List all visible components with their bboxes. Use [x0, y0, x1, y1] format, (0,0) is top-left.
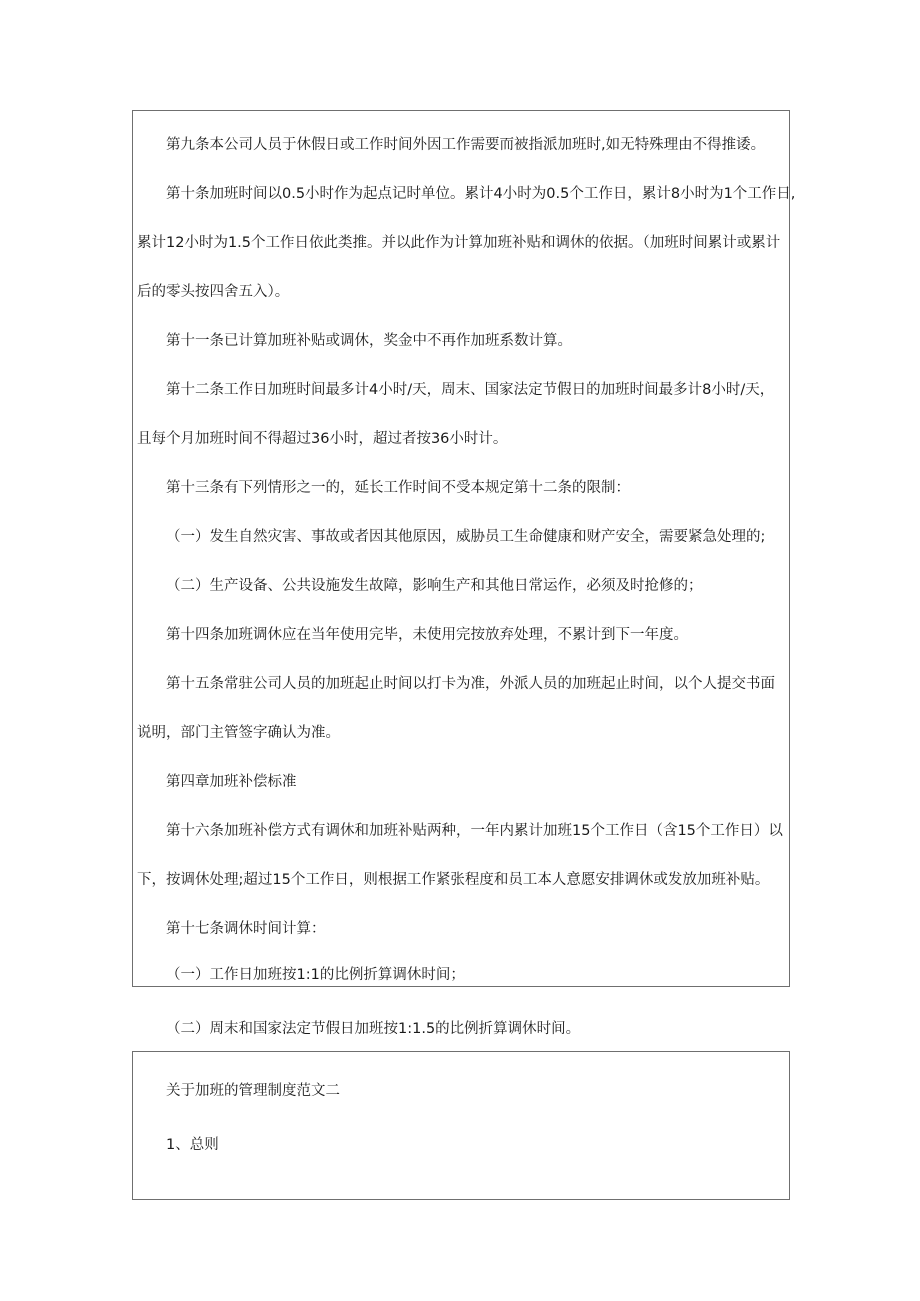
article-10-line-3: 后的零头按四舍五入）。 — [137, 284, 290, 300]
article-11: 第十一条已计算加班补贴或调休，奖金中不再作加班系数计算。 — [166, 333, 572, 349]
article-12-line-2: 且每个月加班时间不得超过36小时，超过者按36小时计。 — [137, 431, 508, 447]
section-2-heading: 1、总则 — [166, 1137, 219, 1153]
article-10-line-2: 累计12小时为1.5个工作日依此类推。并以此作为计算加班补贴和调休的依据。（加班时间累计或累计 — [137, 235, 781, 251]
article-12-line-1: 第十二条工作日加班时间最多计4小时/天，周末、国家法定节假日的加班时间最多计8小时/天， — [166, 382, 775, 398]
section-2-title: 关于加班的管理制度范文二 — [166, 1083, 340, 1099]
article-13: 第十三条有下列情形之一的，延长工作时间不受本规定第十二条的限制： — [166, 480, 630, 496]
document-frame-bottom — [132, 1051, 790, 1200]
article-15-line-1: 第十五条常驻公司人员的加班起止时间以打卡为准，外派人员的加班起止时间，以个人提交书面 — [166, 676, 775, 692]
article-13-item-2: （二）生产设备、公共设施发生故障，影响生产和其他日常运作，必须及时抢修的； — [166, 578, 703, 594]
article-13-item-1: （一）发生自然灾害、事故或者因其他原因，威胁员工生命健康和财产安全，需要紧急处理的; — [166, 529, 766, 545]
chapter-4-heading: 第四章加班补偿标准 — [166, 774, 297, 790]
article-16-line-2: 下，按调休处理;超过15个工作日，则根据工作紧张程度和员工本人意愿安排调休或发放加班补贴。 — [137, 872, 770, 888]
article-14: 第十四条加班调休应在当年使用完毕，未使用完按放弃处理，不累计到下一年度。 — [166, 627, 688, 643]
article-17-item-2: （二）周末和国家法定节假日加班按1:1.5的比例折算调休时间。 — [166, 1021, 581, 1037]
article-17-item-1: （一）工作日加班按1:1的比例折算调休时间； — [166, 967, 465, 983]
article-16-line-1: 第十六条加班补偿方式有调休和加班补贴两种，一年内累计加班15个工作日（含15个工作日）以 — [166, 823, 783, 839]
article-9: 第九条本公司人员于休假日或工作时间外因工作需要而被指派加班时,如无特殊理由不得推诿。 — [166, 137, 766, 153]
article-15-line-2: 说明，部门主管签字确认为准。 — [137, 725, 340, 741]
article-10-line-1: 第十条加班时间以0.5小时作为起点记时单位。累计4小时为0.5个工作日，累计8小时为1个工作日, — [166, 186, 796, 202]
article-17: 第十七条调休时间计算： — [166, 921, 326, 937]
